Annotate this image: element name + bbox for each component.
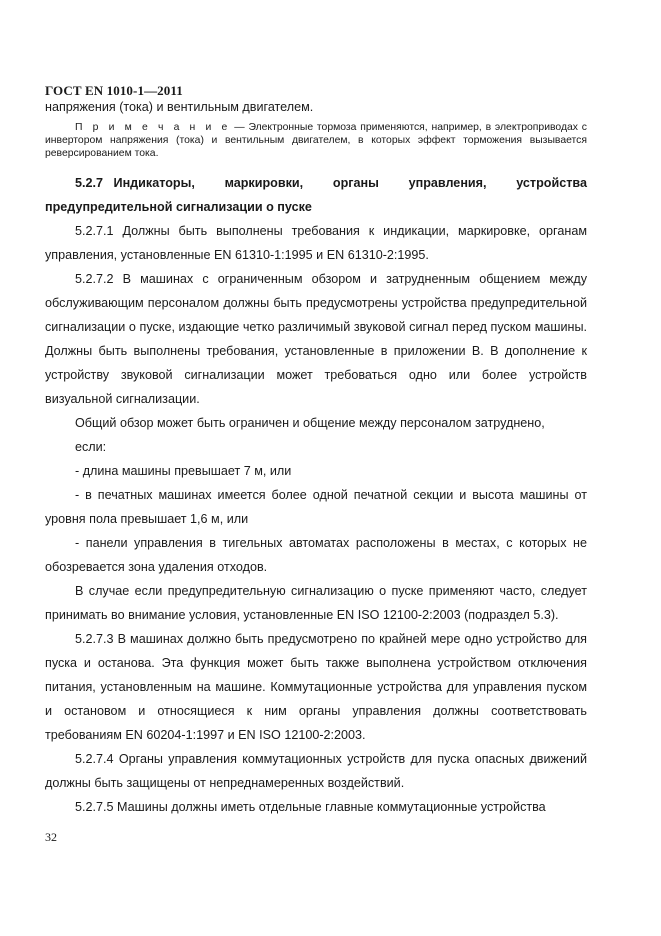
list-item: - в печатных машинах имеется более одной печатной секции и высота машины от уровня пола превышает 1,6 м, или xyxy=(45,488,587,526)
standard-designation: ГОСТ EN 1010-1—2011 xyxy=(45,83,183,98)
paragraph-5-2-7-5: 5.2.7.5 Машины должны иметь отдельные главные коммутационные устройства xyxy=(75,800,546,814)
paragraph-5-2-7-4: 5.2.7.4 Органы управления коммутационных устройств для пуска опасных движений должны быть защищены от непреднамеренных воздействий. xyxy=(45,752,587,790)
section-number-and-word-1 xyxy=(75,171,195,195)
note-label: П р и м е ч а н и е xyxy=(75,122,231,133)
heading-line-2: предупредительной сигнализации о пуске xyxy=(45,200,312,214)
heading-word-1: Индикаторы, xyxy=(113,176,195,190)
body-paragraphs xyxy=(45,219,587,819)
list-item: - длина машины превышает 7 м, или xyxy=(75,464,292,478)
page-number: 32 xyxy=(45,830,57,844)
continuation-line: напряжения (тока) и вентильным двигателем. xyxy=(45,100,314,114)
heading-word-4: управления, xyxy=(408,176,487,190)
heading-word-5: устройства xyxy=(516,176,587,190)
paragraph-warning-signal: В случае если предупредительную сигнализацию о пуске применяют часто, следует принимать во внимание условия, установленные EN ISO 12100-2:2003 (подраздел 5.3). xyxy=(45,584,587,622)
section-heading xyxy=(45,171,587,219)
note-text: — Электронные тормоза применяются, например, в электроприводах с инвертором напряжения (тока) и вентильным двигателем, в которых эффект торможения вызывается реверсированием тока. xyxy=(45,122,587,159)
continuation-text xyxy=(45,95,587,119)
paragraph-if: если: xyxy=(75,440,107,454)
heading-word-2: маркировки, xyxy=(224,176,304,190)
heading-word-3: органы xyxy=(332,176,379,190)
list-item: - панели управления в тигельных автоматах расположены в местах, с которых не обозревается зона удаления отходов. xyxy=(45,536,587,574)
section-number: 5.2.7 xyxy=(75,176,104,190)
paragraph-overview: Общий обзор может быть ограничен и общение между персоналом затруднено, xyxy=(75,416,545,430)
note-block xyxy=(45,121,587,160)
paragraph-5-2-7-3: 5.2.7.3 В машинах должно быть предусмотрено по крайней мере одно устройство для пуска и останова. Эта функция может быть также выполнена устройством отключения питания, установленным на машине. Коммутационные устройства для управления пуском и остановом и относящиеся к ним органы управления должны соответствовать требованиям EN 60204-1:1997 и EN ISO 12100-2:2003. xyxy=(45,632,587,742)
paragraph-5-2-7-2: 5.2.7.2 В машинах с ограниченным обзором и затрудненным общением между обслуживающим персоналом должны быть предусмотрены устройства предупредительной сигнализации о пуске, издающие четко различимый звуковой сигнал перед пуском машины. Должны быть выполнены требования, установленные в приложении В. В дополнение к устройству звуковой сигнализации может требоваться одно или более устройств визуальной сигнализации. xyxy=(45,272,587,406)
paragraph-5-2-7-1: 5.2.7.1 Должны быть выполнены требования к индикации, маркировке, органам управления, установленные EN 61310-1:1995 и EN 61310-2:1995. xyxy=(45,224,587,262)
